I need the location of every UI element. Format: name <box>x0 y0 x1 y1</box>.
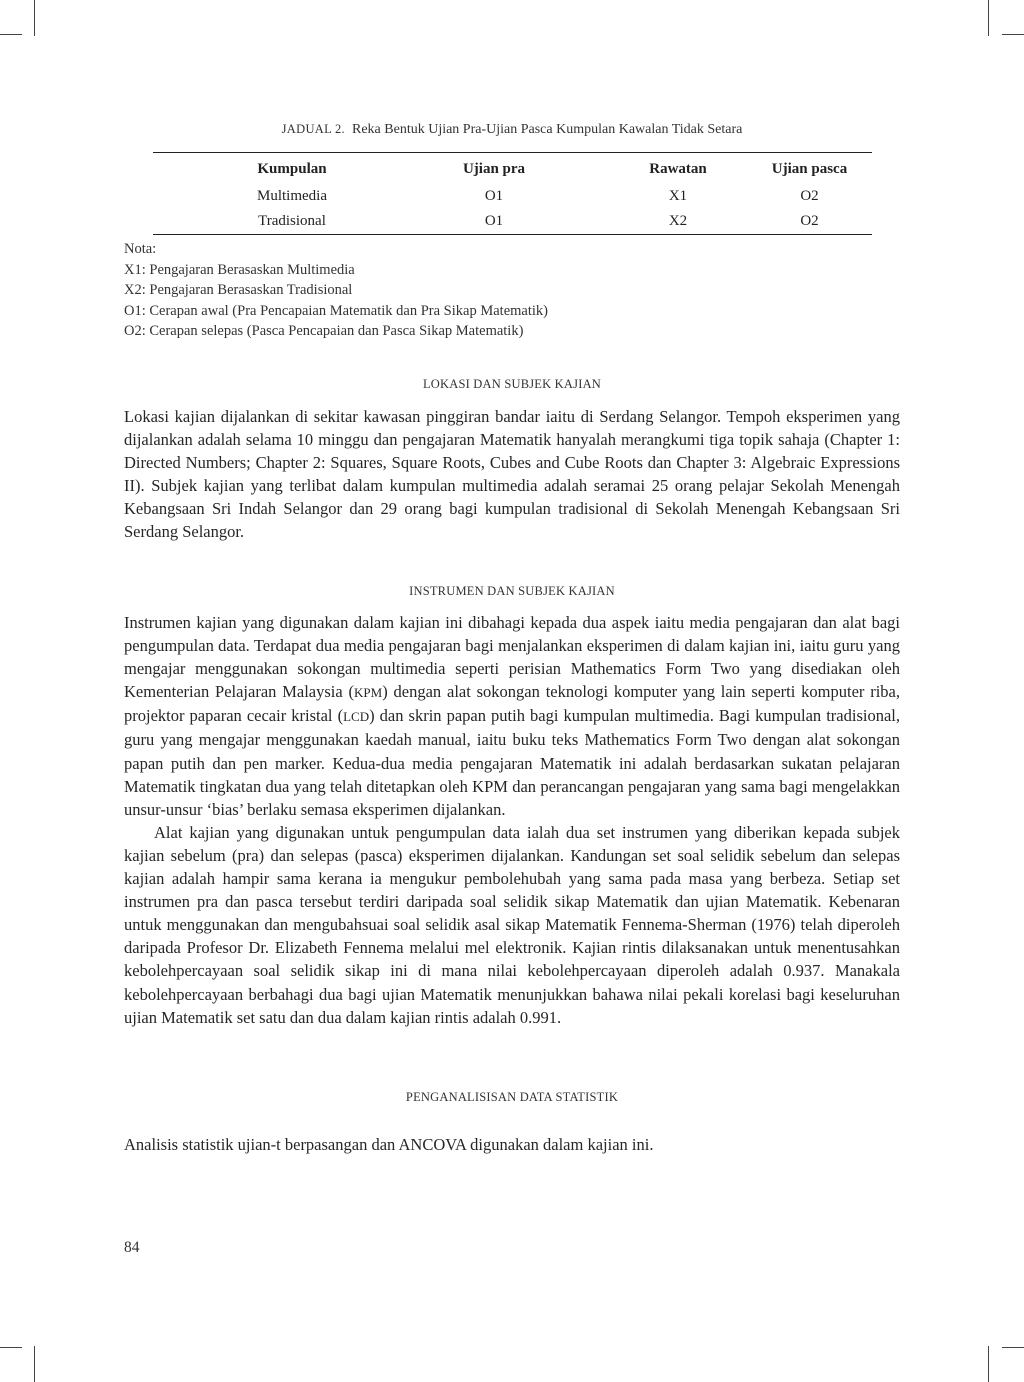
paragraph: Lokasi kajian dijalankan di sekitar kawasan pinggiran bandar iaitu di Serdang Selangor. Tempoh eksperimen yang dijalankan adalah selama 10 minggu dan pengajaran Matematik hanyalah merangkumi tiga topik sahaja (Chapter 1: Directed Numbers; Chapter 2: Squares, Square Roots, Cubes and Cube Roots dan Chapter 3: Algebraic Expressions II). Subjek kajian yang terlibat dalam kumpulan multimedia adalah seramai 25 orang pelajar Sekolah Menengah Kebangsaan Sri Indah Selangor dan 29 orang bagi kumpulan tradisional di Sekolah Menengah Kebangsaan Sri Serdang Selangor. <box>124 407 900 542</box>
section-heading-instrumen: INSTRUMEN DAN SUBJEK KAJIAN <box>409 584 615 598</box>
table-row <box>153 209 872 235</box>
table-cell: Multimedia <box>257 188 327 204</box>
note-item: O2: Cerapan selepas (Pasca Pencapaian dan Pasca Sikap Matematik) <box>124 323 524 339</box>
table-caption-text: Reka Bentuk Ujian Pra-Ujian Pasca Kumpulan Kawalan Tidak Setara <box>352 122 743 137</box>
table-caption-label: JADUAL 2. <box>281 122 345 136</box>
column-header: Rawatan <box>649 161 707 177</box>
crop-mark <box>34 1346 35 1382</box>
table-cell: O1 <box>484 213 504 229</box>
paragraph: Instrumen kajian yang digunakan dalam kajian ini dibahagi kepada dua aspek iaitu media pengajaran dan alat bagi pengumpulan data. Terdapat dua media pengajaran bagi menjalankan eksperimen di dalam kajian ini, iaitu guru yang mengajar menggunakan sokongan multimedia seperti perisian Mathematics Form Two yang disediakan oleh Kementerian Pelajaran Malaysia (KPM) dengan alat sokongan teknologi komputer yang lain seperti komputer riba, projektor paparan cecair kristal (LCD) dan skrin papan putih bagi kumpulan multimedia. Bagi kumpulan tradisional, guru yang mengajar menggunakan kaedah manual, iaitu buku teks Mathematics Form Two dengan alat sokongan papan putih dan pen marker. Kedua-dua media pengajaran Matematik ini adalah berdasarkan sukatan pelajaran Matematik tingkatan dua yang telah ditetapkan oleh KPM dan perancangan pengajaran yang sama bagi mengelakkan unsur-unsur ‘bias’ berlaku semasa eksperimen dijalankan. <box>124 613 900 819</box>
table-header-row <box>153 153 872 185</box>
notes-title: Nota: <box>124 241 157 257</box>
crop-mark <box>988 1346 989 1382</box>
crop-mark <box>0 1347 22 1348</box>
crop-mark <box>1002 34 1024 35</box>
column-header: Ujian pra <box>462 161 526 177</box>
section-heading-lokasi: LOKASI DAN SUBJEK KAJIAN <box>422 377 602 391</box>
note-item: X1: Pengajaran Berasaskan Multimedia <box>124 261 355 278</box>
table-notes <box>124 239 548 342</box>
table-cell: O2 <box>800 213 819 229</box>
table-cell: O1 <box>484 188 504 204</box>
column-header: Kumpulan <box>257 161 327 177</box>
paragraph: Analisis statistik ujian-t berpasangan dan ANCOVA digunakan dalam kajian ini. <box>124 1135 654 1154</box>
paragraph: Alat kajian yang digunakan untuk pengumpulan data ialah dua set instrumen yang diberikan kepada subjek kajian sebelum (pra) dan selepas (pasca) eksperimen dijalankan. Kandungan set soal selidik sebelum dan selepas kajian adalah hampir sama kerana ia mengukur pembolehubah yang sama pada masa yang berbeza. Setiap set instrumen pra dan pasca tersebut terdiri daripada soal selidik sikap Matematik dan ujian Matematik. Kebenaran untuk menggunakan dan mengubahsuai soal selidik asal sikap Matematik Fennema-Sherman (1976) telah diperoleh daripada Profesor Dr. Elizabeth Fennema melalui mel elektronik. Kajian rintis dilaksanakan untuk menentusahkan kebolehpercayaan soal selidik sikap ini di mana nilai kebolehpercayaan diperoleh adalah 0.937. Manakala kebolehpercayaan berbahagi dua bagi ujian Matematik menunjukkan bahawa nilai pekali korelasi bagi keseluruhan ujian Matematik set satu dan dua dalam kajian rintis adalah 0.991. <box>124 822 900 1027</box>
section-body-instrumen <box>124 611 900 1029</box>
crop-mark <box>34 0 35 36</box>
section-heading-analisis: PENGANALISISAN DATA STATISTIK <box>405 1090 619 1104</box>
table-cell: O2 <box>800 188 819 204</box>
note-item: X2: Pengajaran Berasaskan Tradisional <box>124 282 353 298</box>
design-table <box>153 152 872 235</box>
table-cell: X1 <box>668 188 688 204</box>
table-cell: Tradisional <box>258 213 326 229</box>
note-item: O1: Cerapan awal (Pra Pencapaian Matematik dan Pra Sikap Matematik) <box>124 302 548 319</box>
table-cell: X2 <box>668 213 688 229</box>
section-body-analisis <box>124 1133 900 1156</box>
table-caption <box>0 122 1024 138</box>
crop-mark <box>988 0 989 36</box>
section-body-lokasi <box>124 405 900 544</box>
page-number: 84 <box>124 1239 140 1256</box>
column-header: Ujian pasca <box>771 161 848 177</box>
crop-mark <box>0 34 22 35</box>
table-row <box>153 184 872 209</box>
crop-mark <box>1002 1347 1024 1348</box>
